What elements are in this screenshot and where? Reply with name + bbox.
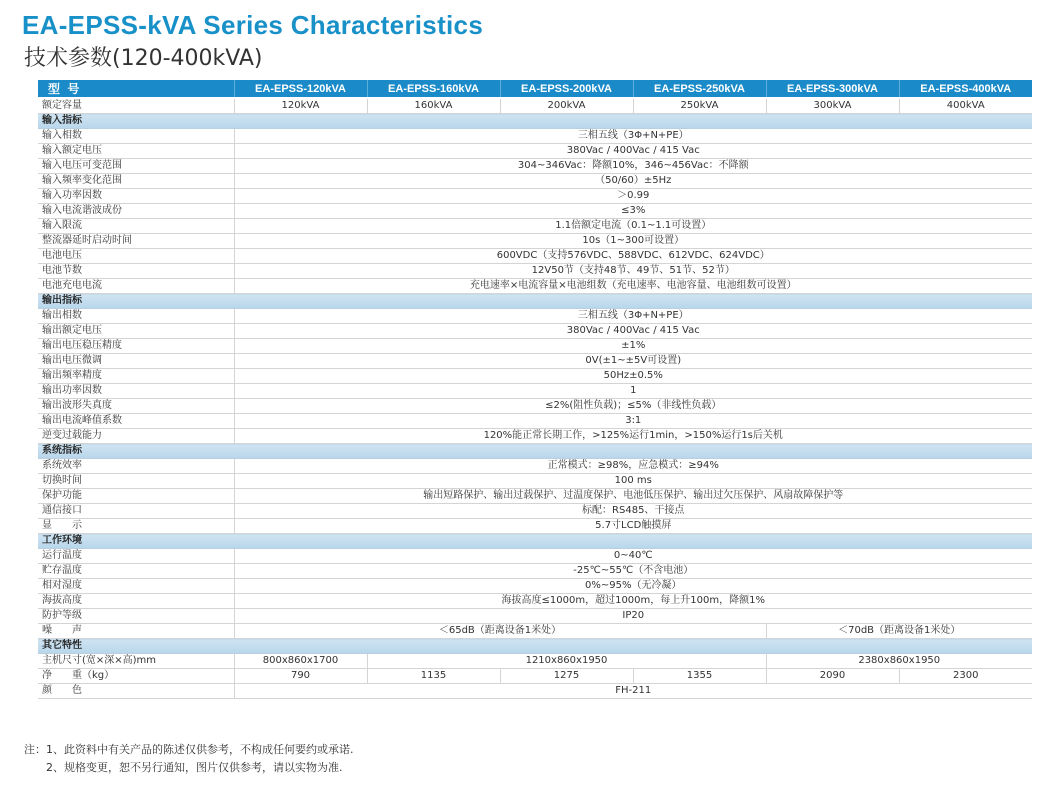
- row-label: 输出电压微调: [38, 354, 234, 369]
- cell-value: 790: [234, 669, 367, 684]
- table-header-row: [38, 80, 1032, 98]
- row-label: 输出功率因数: [38, 384, 234, 399]
- cell-value: 100 ms: [234, 474, 1032, 489]
- cell-value: 120kVA: [234, 98, 367, 114]
- row-label: 输出波形失真度: [38, 399, 234, 414]
- row-label: 输出相数: [38, 309, 234, 324]
- header-model-200: EA-EPSS-200kVA: [500, 80, 633, 98]
- table-row: [38, 429, 1032, 444]
- cell-value: 标配：RS485、干接点: [234, 504, 1032, 519]
- table-row: [38, 249, 1032, 264]
- table-row: [38, 564, 1032, 579]
- row-label: 整流器延时启动时间: [38, 234, 234, 249]
- table-row: [38, 234, 1032, 249]
- cell-value: 正常模式：≥98%，应急模式：≥94%: [234, 459, 1032, 474]
- cell-value: -25℃~55℃（不含电池）: [234, 564, 1032, 579]
- cell-value: 三相五线（3Φ+N+PE）: [234, 129, 1032, 144]
- row-label: 电池充电电流: [38, 279, 234, 294]
- table-row: [38, 129, 1032, 144]
- cell-value: 0%~95%（无冷凝）: [234, 579, 1032, 594]
- cell-value: 380Vac / 400Vac / 415 Vac: [234, 324, 1032, 339]
- cell-value: 10s（1~300可设置）: [234, 234, 1032, 249]
- cell-value: 充电速率×电流容量×电池组数（充电速率、电池容量、电池组数可设置）: [234, 279, 1032, 294]
- section-title: 工作环境: [38, 534, 1032, 549]
- cell-value: 0V(±1~±5V可设置): [234, 354, 1032, 369]
- table-row: [38, 264, 1032, 279]
- table-row: [38, 579, 1032, 594]
- table-row: [38, 594, 1032, 609]
- table-row: [38, 309, 1032, 324]
- row-label: 输入相数: [38, 129, 234, 144]
- table-row: [38, 489, 1032, 504]
- table-row: [38, 354, 1032, 369]
- footnotes: [24, 741, 354, 777]
- cell-value: 3:1: [234, 414, 1032, 429]
- row-label: 系统效率: [38, 459, 234, 474]
- row-label: 噪 声: [38, 624, 234, 639]
- footnote: 2、规格变更，恕不另行通知，图片仅供参考，请以实物为准.: [46, 761, 343, 774]
- cell-value: 2090: [766, 669, 899, 684]
- cell-value: 1210x860x1950: [367, 654, 766, 669]
- cell-value: 200kVA: [500, 98, 633, 114]
- title-chinese: 技术参数(120-400kVA): [24, 46, 263, 71]
- table-row: [38, 219, 1032, 234]
- row-label: 主机尺寸(宽×深×高)mm: [38, 654, 234, 669]
- cell-value: 输出短路保护、输出过载保护、过温度保护、电池低压保护、输出过欠压保护、风扇故障保护等: [234, 489, 1032, 504]
- table-row: [38, 204, 1032, 219]
- cell-value: 海拔高度≤1000m，超过1000m，每上升100m，降额1%: [234, 594, 1032, 609]
- table-row: [38, 98, 1032, 114]
- table-row: [38, 669, 1032, 684]
- row-label: 运行温度: [38, 549, 234, 564]
- row-label: 贮存温度: [38, 564, 234, 579]
- table-row: [38, 339, 1032, 354]
- cell-value: 1355: [633, 669, 766, 684]
- table-row: [38, 324, 1032, 339]
- row-label: 电池节数: [38, 264, 234, 279]
- row-label: 逆变过载能力: [38, 429, 234, 444]
- cell-value: 160kVA: [367, 98, 500, 114]
- row-label: 输出电流峰值系数: [38, 414, 234, 429]
- table-row: [38, 279, 1032, 294]
- table-row: [38, 144, 1032, 159]
- row-label: 额定容量: [38, 98, 234, 114]
- row-label: 通信接口: [38, 504, 234, 519]
- table-row: [38, 624, 1032, 639]
- cell-value: 800x860x1700: [234, 654, 367, 669]
- section-header-output: [38, 294, 1032, 309]
- cell-value: 304~346Vac：降额10%，346~456Vac：不降额: [234, 159, 1032, 174]
- cell-value: 250kVA: [633, 98, 766, 114]
- row-label: 输出电压稳压精度: [38, 339, 234, 354]
- row-label: 输出频率精度: [38, 369, 234, 384]
- title-english: EA-EPSS-kVA Series Characteristics: [22, 10, 484, 40]
- cell-value: ≤2%(阻性负载)；≤5%（非线性负载）: [234, 399, 1032, 414]
- table-row: [38, 459, 1032, 474]
- cell-value: ＜65dB（距离设备1米处）: [234, 624, 766, 639]
- row-label: 保护功能: [38, 489, 234, 504]
- table-row: [38, 174, 1032, 189]
- row-label: 净 重（kg）: [38, 669, 234, 684]
- row-label: 输入频率变化范围: [38, 174, 234, 189]
- cell-value: ＞0.99: [234, 189, 1032, 204]
- table-row: [38, 189, 1032, 204]
- table-row: [38, 384, 1032, 399]
- spec-table: [38, 80, 1032, 699]
- header-model-400: EA-EPSS-400kVA: [899, 80, 1032, 98]
- row-label: 颜 色: [38, 684, 234, 699]
- header-model-250: EA-EPSS-250kVA: [633, 80, 766, 98]
- cell-value: 5.7寸LCD触摸屏: [234, 519, 1032, 534]
- table-row: [38, 609, 1032, 624]
- section-header-system: [38, 444, 1032, 459]
- section-title: 其它特性: [38, 639, 1032, 654]
- section-header-input: [38, 114, 1032, 129]
- row-label: 相对湿度: [38, 579, 234, 594]
- header-model-label: 型 号: [38, 80, 234, 98]
- table-row: [38, 549, 1032, 564]
- cell-value: 2300: [899, 669, 1032, 684]
- cell-value: 300kVA: [766, 98, 899, 114]
- section-header-environment: [38, 534, 1032, 549]
- row-label: 输入电压可变范围: [38, 159, 234, 174]
- table-row: [38, 519, 1032, 534]
- table-row: [38, 654, 1032, 669]
- cell-value: （50/60）±5Hz: [234, 174, 1032, 189]
- cell-value: 三相五线（3Φ+N+PE）: [234, 309, 1032, 324]
- row-label: 输入限流: [38, 219, 234, 234]
- cell-value: 0~40℃: [234, 549, 1032, 564]
- row-label: 输入功率因数: [38, 189, 234, 204]
- cell-value: 1275: [500, 669, 633, 684]
- header-model-300: EA-EPSS-300kVA: [766, 80, 899, 98]
- row-label: 输入电流谐波成份: [38, 204, 234, 219]
- header-model-160: EA-EPSS-160kVA: [367, 80, 500, 98]
- cell-value: ＜70dB（距离设备1米处）: [766, 624, 1032, 639]
- cell-value: 1: [234, 384, 1032, 399]
- cell-value: 600VDC（支持576VDC、588VDC、612VDC、624VDC）: [234, 249, 1032, 264]
- section-title: 输入指标: [38, 114, 1032, 129]
- row-label: 输入额定电压: [38, 144, 234, 159]
- cell-value: 12V50节（支持48节、49节、51节、52节）: [234, 264, 1032, 279]
- table-row: [38, 159, 1032, 174]
- row-label: 防护等级: [38, 609, 234, 624]
- cell-value: 120%能正常长期工作，>125%运行1min，>150%运行1s后关机: [234, 429, 1032, 444]
- cell-value: ±1%: [234, 339, 1032, 354]
- row-label: 电池电压: [38, 249, 234, 264]
- cell-value: 380Vac / 400Vac / 415 Vac: [234, 144, 1032, 159]
- table-row: [38, 504, 1032, 519]
- section-title: 输出指标: [38, 294, 1032, 309]
- header-model-120: EA-EPSS-120kVA: [234, 80, 367, 98]
- cell-value: 2380x860x1950: [766, 654, 1032, 669]
- section-header-other: [38, 639, 1032, 654]
- cell-value: 1135: [367, 669, 500, 684]
- cell-value: 400kVA: [899, 98, 1032, 114]
- cell-value: 50Hz±0.5%: [234, 369, 1032, 384]
- row-label: 显 示: [38, 519, 234, 534]
- table-row: [38, 474, 1032, 489]
- cell-value: FH-211: [234, 684, 1032, 699]
- table-row: [38, 414, 1032, 429]
- table-row: [38, 684, 1032, 699]
- row-label: 切换时间: [38, 474, 234, 489]
- table-row: [38, 369, 1032, 384]
- cell-value: IP20: [234, 609, 1032, 624]
- cell-value: ≤3%: [234, 204, 1032, 219]
- table-row: [38, 399, 1032, 414]
- cell-value: 1.1倍额定电流（0.1~1.1可设置）: [234, 219, 1032, 234]
- row-label: 海拔高度: [38, 594, 234, 609]
- row-label: 输出额定电压: [38, 324, 234, 339]
- footnote: 注：1、此资料中有关产品的陈述仅供参考，不构成任何要约或承诺.: [24, 743, 354, 756]
- section-title: 系统指标: [38, 444, 1032, 459]
